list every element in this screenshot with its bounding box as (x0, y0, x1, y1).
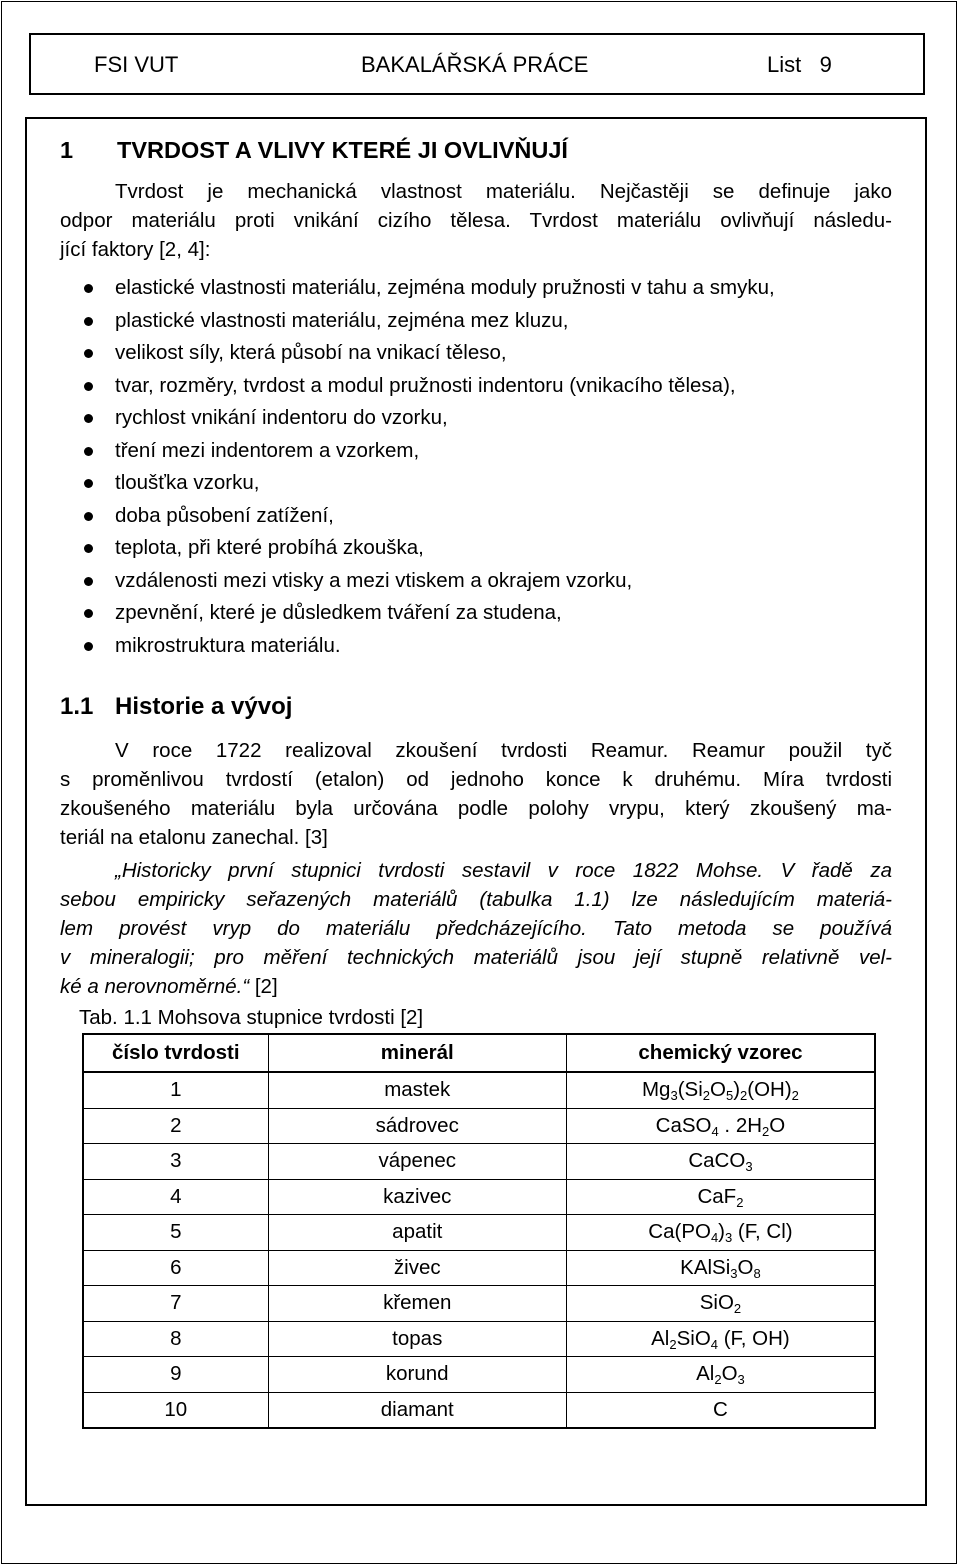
hardness-cell: 10 (83, 1392, 268, 1428)
paragraph-line: teriál na etalonu zanechal. [3] (60, 826, 328, 849)
quote-line-last: ké a nerovnoměrné.“ [2] (60, 975, 278, 998)
mohs-quote (60, 856, 892, 1001)
hardness-cell: 7 (83, 1286, 268, 1322)
section-1-heading (60, 137, 568, 164)
table-row (83, 1215, 875, 1251)
hardness-cell: 1 (83, 1072, 268, 1108)
paragraph-line: s proměnlivou tvrdostí (etalon) od jednoho konce k druhému. Míra tvrdosti (60, 768, 892, 791)
table-row (83, 1321, 875, 1357)
table-row (83, 1250, 875, 1286)
column-header: minerál (268, 1034, 566, 1072)
hardness-cell: 9 (83, 1357, 268, 1393)
hardness-cell: 8 (83, 1321, 268, 1357)
formula-cell: $Al_2SiO_4$ (F, OH) (566, 1321, 875, 1357)
list-item: vzdálenosti mezi vtisky a mezi vtiskem a okrajem vzorku, (60, 568, 892, 601)
hardness-cell: 2 (83, 1108, 268, 1144)
bullet-icon (84, 284, 93, 293)
list-item: zpevnění, které je důsledkem tváření za studena, (60, 600, 892, 633)
table-header-row (83, 1034, 875, 1072)
list-item: rychlost vnikání indentoru do vzorku, (60, 405, 892, 438)
quote-citation: [2] (249, 975, 278, 998)
hardness-cell: 6 (83, 1250, 268, 1286)
quote-line: „Historicky první stupnici tvrdosti sestavil v roce 1822 Mohse. V řadě za (115, 859, 892, 882)
factor-list (60, 275, 892, 665)
mineral-cell: diamant (268, 1392, 566, 1428)
section-1-title: TVRDOST A VLIVY KTERÉ JI OVLIVŇUJÍ (117, 137, 568, 163)
bullet-icon (84, 414, 93, 423)
table-row (83, 1357, 875, 1393)
list-item: velikost síly, která působí na vnikací těleso, (60, 340, 892, 373)
formula-cell: SiO$_2$ (566, 1286, 875, 1322)
hardness-cell: 4 (83, 1179, 268, 1215)
hardness-cell: 3 (83, 1144, 268, 1180)
table-row (83, 1108, 875, 1144)
table-row (83, 1286, 875, 1322)
quote-line: v mineralogii; pro měření technických materiálů jsou její stupně relativně vel- (60, 946, 892, 969)
intro-line: odpor materiálu proti vnikání cizího tělesa. Tvrdost materiálu ovlivňují následu- (60, 209, 892, 232)
bullet-icon (84, 512, 93, 521)
mineral-cell: apatit (268, 1215, 566, 1251)
formula-cell: CaCO$_3$ (566, 1144, 875, 1180)
bullet-icon (84, 382, 93, 391)
bullet-icon (84, 544, 93, 553)
hardness-cell: 5 (83, 1215, 268, 1251)
paragraph-line: zkoušeného materiálu byla určována podle polohy vrypu, který zkoušený ma- (60, 797, 892, 820)
table-row (83, 1144, 875, 1180)
mineral-cell: korund (268, 1357, 566, 1393)
table-row (83, 1179, 875, 1215)
mineral-cell: kazivec (268, 1179, 566, 1215)
section-1-number: 1 (60, 137, 74, 163)
list-item: tření mezi indentorem a vzorkem, (60, 438, 892, 471)
mineral-cell: živec (268, 1250, 566, 1286)
formula-cell: CaF$_2$ (566, 1179, 875, 1215)
list-item: mikrostruktura materiálu. (60, 633, 892, 666)
list-item: teplota, při které probíhá zkouška, (60, 535, 892, 568)
bullet-icon (84, 447, 93, 456)
mineral-cell: mastek (268, 1072, 566, 1108)
header-institution: FSI VUT (94, 52, 179, 77)
bullet-icon (84, 642, 93, 651)
bullet-icon (84, 349, 93, 358)
section-1-1-title: Historie a vývoj (115, 693, 293, 720)
page-header (29, 33, 925, 95)
header-document-type: BAKALÁŘSKÁ PRÁCE (361, 52, 589, 77)
formula-cell: $Al_2O_3$ (566, 1357, 875, 1393)
mineral-cell: vápenec (268, 1144, 566, 1180)
list-item: elastické vlastnosti materiálu, zejména moduly pružnosti v tahu a smyku, (60, 275, 892, 308)
section-1-1-number: 1.1 (60, 693, 94, 720)
intro-line: jící faktory [2, 4]: (60, 238, 211, 261)
column-header: číslo tvrdosti (83, 1034, 268, 1072)
table-row (83, 1072, 875, 1108)
bullet-icon (84, 609, 93, 618)
bullet-icon (84, 479, 93, 488)
table-row (83, 1392, 875, 1428)
formula-cell: $Mg_3(Si_2O_5)_2(OH)_2$ (566, 1072, 875, 1108)
formula-cell: $KAlSi_3O_8$ (566, 1250, 875, 1286)
bullet-icon (84, 577, 93, 586)
mineral-cell: topas (268, 1321, 566, 1357)
list-item: doba působení zatížení, (60, 503, 892, 536)
formula-cell: $Ca(PO_4)_3$ (F, Cl) (566, 1215, 875, 1251)
formula-cell: C (566, 1392, 875, 1428)
mohs-hardness-table (82, 1033, 876, 1429)
section-1-intro (60, 177, 892, 264)
list-item: tloušťka vzorku, (60, 470, 892, 503)
column-header: chemický vzorec (566, 1034, 875, 1072)
section-1-1-heading (60, 693, 292, 721)
bullet-icon (84, 317, 93, 326)
history-paragraph (60, 736, 892, 852)
list-item: tvar, rozměry, tvrdost a modul pružnosti indentoru (vnikacího tělesa), (60, 373, 892, 406)
list-item: plastické vlastnosti materiálu, zejména mez kluzu, (60, 308, 892, 341)
header-page-number: List 9 (767, 52, 832, 77)
paragraph-line: V roce 1722 realizoval zkoušení tvrdosti Reamur. Reamur použil tyč (115, 739, 892, 762)
quote-line: lem provést vryp do materiálu předcházejícího. Tato metoda se používá (60, 917, 892, 940)
table-caption: Tab. 1.1 Mohsova stupnice tvrdosti [2] (79, 1006, 424, 1029)
page-content (25, 117, 927, 1506)
quote-line: sebou empiricky seřazených materiálů (tabulka 1.1) lze následujícím materiá- (60, 888, 892, 911)
formula-cell: CaSO$_4$ . $2H_2O$ (566, 1108, 875, 1144)
mineral-cell: sádrovec (268, 1108, 566, 1144)
intro-line: Tvrdost je mechanická vlastnost materiálu. Nejčastěji se definuje jako (115, 180, 892, 203)
mineral-cell: křemen (268, 1286, 566, 1322)
